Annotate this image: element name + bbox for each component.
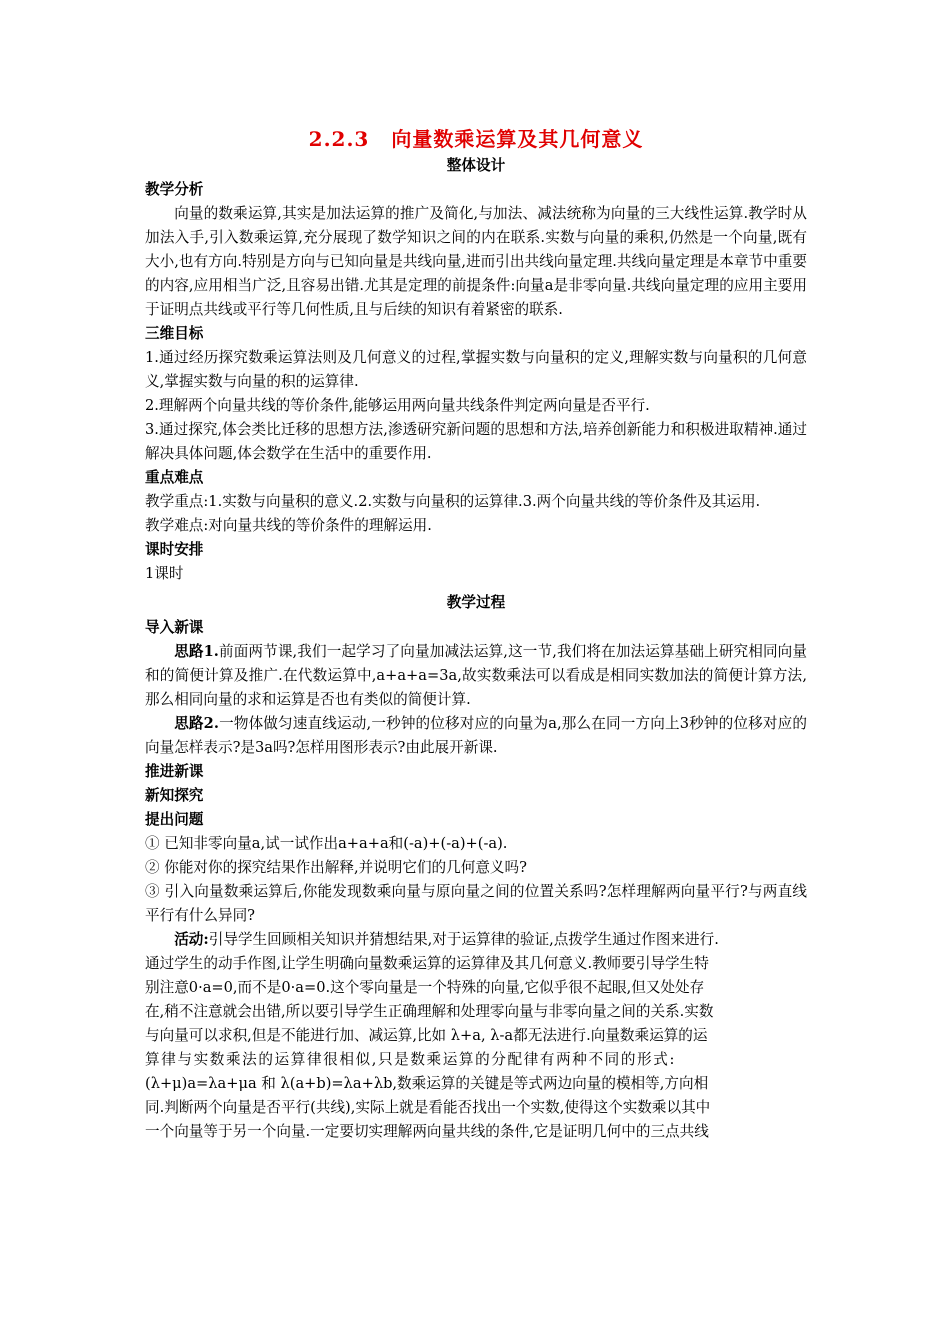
intro-heading: 导入新课: [145, 619, 204, 636]
activity-line-3: 别注意0·a=0,而不是0·a=0.这个零向量是一个特殊的向量,它似乎很不起眼,但又处处存: [145, 979, 705, 996]
page-title: [145, 124, 807, 154]
explore-heading: 新知探究: [145, 787, 204, 804]
idea-1-text: 前面两节课,我们一起学习了向量加减法运算,这一节,我们将在加法运算基础上研究相同向量和的简便计算及推广.在代数运算中,a+a+a=3a,故实数乘法可以看成是相同实数加法的简便计算方法,那么相同向量的求和运算是否也有类似的简便计算.: [145, 643, 807, 708]
goal-item-1: 1.通过经历探究数乘运算法则及几何意义的过程,掌握实数与向量积的定义,理解实数与向量积的几何意义,掌握实数与向量的积的运算律.: [145, 349, 807, 390]
overall-design-heading: 整体设计: [446, 157, 506, 174]
schedule-heading: 课时安排: [145, 541, 204, 558]
analysis-paragraph: 向量的数乘运算,其实是加法运算的推广及简化,与加法、减法统称为向量的三大线性运算.教学时从加法入手,引入数乘运算,充分展现了数学知识之间的内在联系.实数与向量的乘积,仍然是一个向量,既有大小,也有方向.特别是方向与已知向量是共线向量,进而引出共线向量定理.共线向量定理是本章节中重要的内容,应用相当广泛,且容易出错.尤其是定理的前提条件:向量a是非零向量.共线向量定理的应用主要用于证明点共线或平行等几何性质,且与后续的知识有着紧密的联系.: [145, 205, 807, 318]
activity-line-1: [145, 928, 807, 952]
activity-line-5: 与向量可以求积,但是不能进行加、减运算,比如 λ+a, λ-a都无法进行.向量数乘运算的运: [145, 1027, 708, 1044]
section-number: 2.2.3: [308, 127, 370, 151]
idea-1-paragraph: [145, 640, 807, 712]
idea-1-label: 思路1.: [174, 643, 219, 660]
document-content: [145, 124, 807, 1144]
question-2: ② 你能对你的探究结果作出解释,并说明它们的几何意义吗?: [145, 859, 527, 876]
goals-heading: 三维目标: [145, 325, 204, 342]
idea-2-label: 思路2.: [174, 715, 219, 732]
activity-text-1: 引导学生回顾相关知识并猜想结果,对于运算律的验证,点拨学生通过作图来进行.: [208, 931, 719, 948]
analysis-heading: 教学分析: [145, 181, 204, 198]
questions-heading: 提出问题: [145, 811, 204, 828]
advance-heading: 推进新课: [145, 763, 204, 780]
activity-label: 活动:: [174, 931, 209, 948]
idea-2-paragraph: [145, 712, 807, 760]
idea-2-text: 一物体做匀速直线运动,一秒钟的位移对应的向量为a,那么在同一方向上3秒钟的位移对应的向量怎样表示?是3a吗?怎样用图形表示?由此展开新课.: [145, 715, 807, 756]
activity-line-8: 同.判断两个向量是否平行(共线),实际上就是看能否找出一个实数,使得这个实数乘以其中: [145, 1099, 711, 1116]
activity-line-9: 一个向量等于另一个向量.一定要切实理解两向量共线的条件,它是证明几何中的三点共线: [145, 1123, 709, 1140]
activity-line-2: 通过学生的动手作图,让学生明确向量数乘运算的运算律及其几何意义.教师要引导学生特: [145, 955, 709, 972]
question-1: ① 已知非零向量a,试一试作出a+a+a和(-a)+(-a)+(-a).: [145, 835, 508, 852]
title-text: 向量数乘运算及其几何意义: [391, 127, 644, 151]
teaching-difficulty: 教学难点:对向量共线的等价条件的理解运用.: [145, 517, 432, 534]
activity-line-7: (λ+μ)a=λa+μa 和 λ(a+b)=λa+λb,数乘运算的关键是等式两边向量的模相等,方向相: [145, 1075, 709, 1092]
schedule-text: 1课时: [145, 565, 184, 582]
activity-line-4: 在,稍不注意就会出错,所以要引导学生正确理解和处理零向量与非零向量之间的关系.实数: [145, 1003, 714, 1020]
key-points-heading: 重点难点: [145, 469, 204, 486]
teaching-focus: 教学重点:1.实数与向量积的意义.2.实数与向量积的运算律.3.两个向量共线的等价条件及其运用.: [145, 493, 761, 510]
goal-item-2: 2.理解两个向量共线的等价条件,能够运用两向量共线条件判定两向量是否平行.: [145, 397, 650, 414]
process-title: 教学过程: [446, 594, 506, 611]
goal-item-3: 3.通过探究,体会类比迁移的思想方法,渗透研究新问题的思想和方法,培养创新能力和积极进取精神.通过解决具体问题,体会数学在生活中的重要作用.: [145, 421, 807, 462]
activity-line-6: 算律与实数乘法的运算律很相似,只是数乘运算的分配律有两种不同的形式:: [145, 1051, 676, 1068]
question-3: ③ 引入向量数乘运算后,你能发现数乘向量与原向量之间的位置关系吗?怎样理解两向量平行?与两直线平行有什么异同?: [145, 883, 807, 924]
